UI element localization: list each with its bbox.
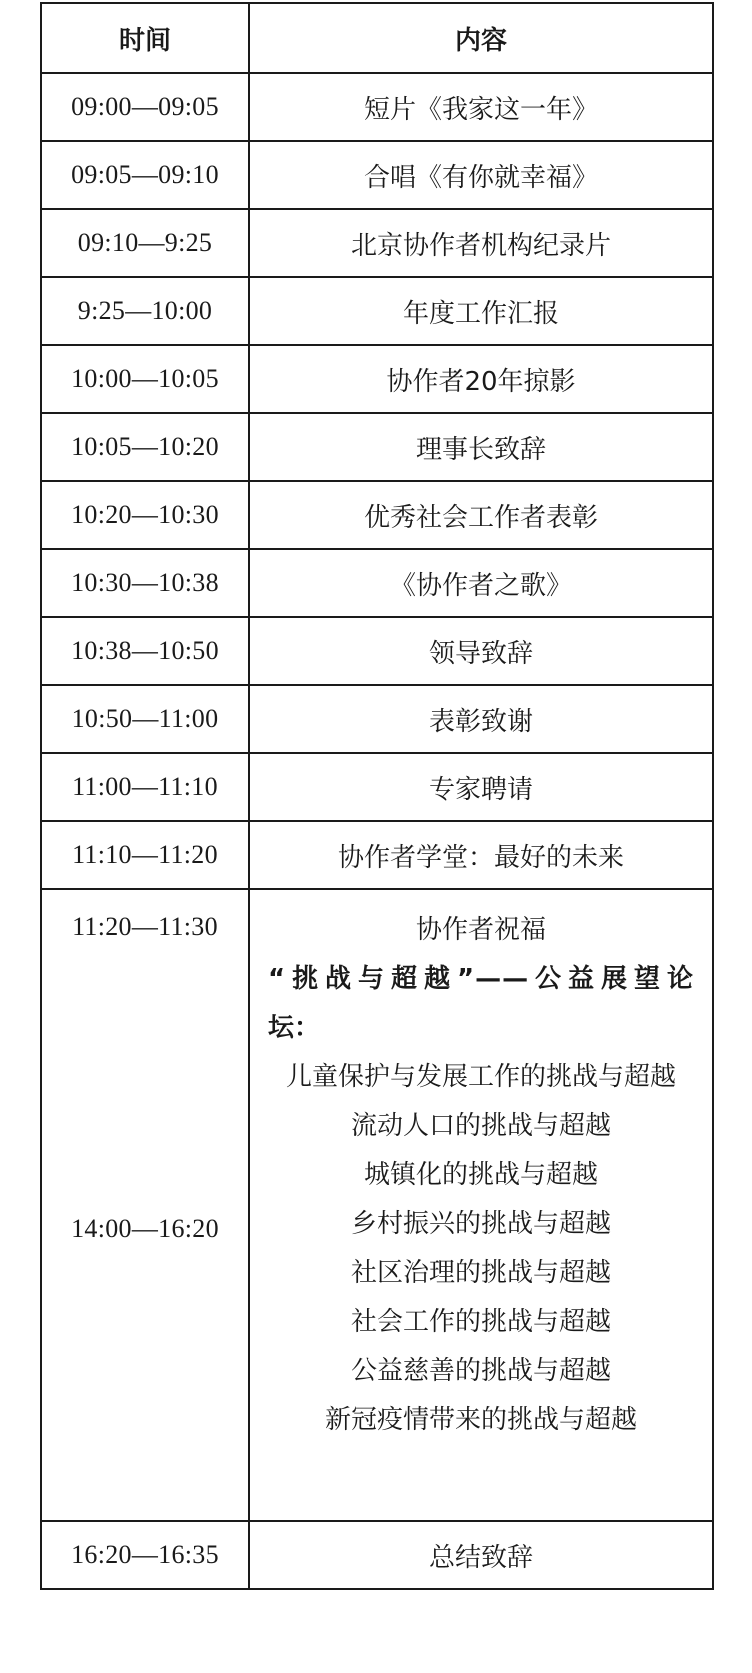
time-cell: 11:00—11:10 (41, 753, 249, 821)
forum-topic: 城镇化的挑战与超越 (363, 1160, 598, 1190)
table-row (41, 209, 713, 277)
header-content: 内容 (249, 3, 713, 73)
time-cell: 10:30—10:38 (41, 549, 249, 617)
content-cell: 优秀社会工作者表彰 (249, 481, 713, 549)
forum-topic: 乡村振兴的挑战与超越 (350, 1209, 611, 1239)
table-row (41, 345, 713, 413)
time-cell: 9:25—10:00 (41, 277, 249, 345)
time-cell: 10:50—11:00 (41, 685, 249, 753)
table-row (41, 277, 713, 345)
table-row (41, 685, 713, 753)
content-cell: 合唱《有你就幸福》 (249, 141, 713, 209)
time-cell: 10:38—10:50 (41, 617, 249, 685)
table-row (41, 141, 713, 209)
time-cell: 10:00—10:05 (41, 345, 249, 413)
time-cell: 10:20—10:30 (41, 481, 249, 549)
time-cell: 16:20—16:35 (41, 1521, 249, 1589)
time-cell: 11:10—11:20 (41, 821, 249, 889)
content-cell: 年度工作汇报 (249, 277, 713, 345)
time-cell: 09:05—09:10 (41, 141, 249, 209)
header-time: 时间 (41, 3, 249, 73)
forum-topic: 社会工作的挑战与超越 (350, 1307, 611, 1337)
table-row (41, 481, 713, 549)
time-cell: 10:05—10:20 (41, 413, 249, 481)
forum-title-end: 坛： (268, 1013, 321, 1043)
table-row-combined (41, 889, 713, 1521)
table-row (41, 617, 713, 685)
content-cell: 专家聘请 (249, 753, 713, 821)
time-value: 14:00—16:20 (71, 1214, 219, 1243)
forum-title: “挑战与超越”——公益展望论 (268, 964, 694, 994)
forum-topic: 社区治理的挑战与超越 (350, 1258, 611, 1288)
table-row-last (41, 1521, 713, 1589)
table-row (41, 549, 713, 617)
content-cell (249, 889, 713, 1521)
schedule-table (40, 2, 714, 1590)
content-cell: 领导致辞 (249, 617, 713, 685)
time-cell: 09:10—9:25 (41, 209, 249, 277)
content-cell: 北京协作者机构纪录片 (249, 209, 713, 277)
forum-topic: 公益慈善的挑战与超越 (350, 1356, 611, 1386)
header-row (41, 3, 713, 73)
content-cell: 协作者20年掠影 (249, 345, 713, 413)
content-cell: 理事长致辞 (249, 413, 713, 481)
content-cell: 总结致辞 (249, 1521, 713, 1589)
content-cell: 协作者学堂：最好的未来 (249, 821, 713, 889)
schedule-body (41, 73, 713, 1589)
schedule-sheet (40, 2, 712, 1590)
forum-topic: 新冠疫情带来的挑战与超越 (324, 1405, 637, 1435)
time-cell (41, 889, 249, 1521)
blessing-item: 协作者祝福 (415, 915, 546, 945)
time-value: 11:20—11:30 (72, 912, 218, 941)
table-row (41, 753, 713, 821)
time-cell: 09:00—09:05 (41, 73, 249, 141)
table-row (41, 73, 713, 141)
content-cell: 短片《我家这一年》 (249, 73, 713, 141)
table-row (41, 413, 713, 481)
forum-topic: 儿童保护与发展工作的挑战与超越 (285, 1062, 676, 1092)
forum-topic: 流动人口的挑战与超越 (350, 1111, 611, 1141)
content-cell: 《协作者之歌》 (249, 549, 713, 617)
content-cell: 表彰致谢 (249, 685, 713, 753)
table-row (41, 821, 713, 889)
